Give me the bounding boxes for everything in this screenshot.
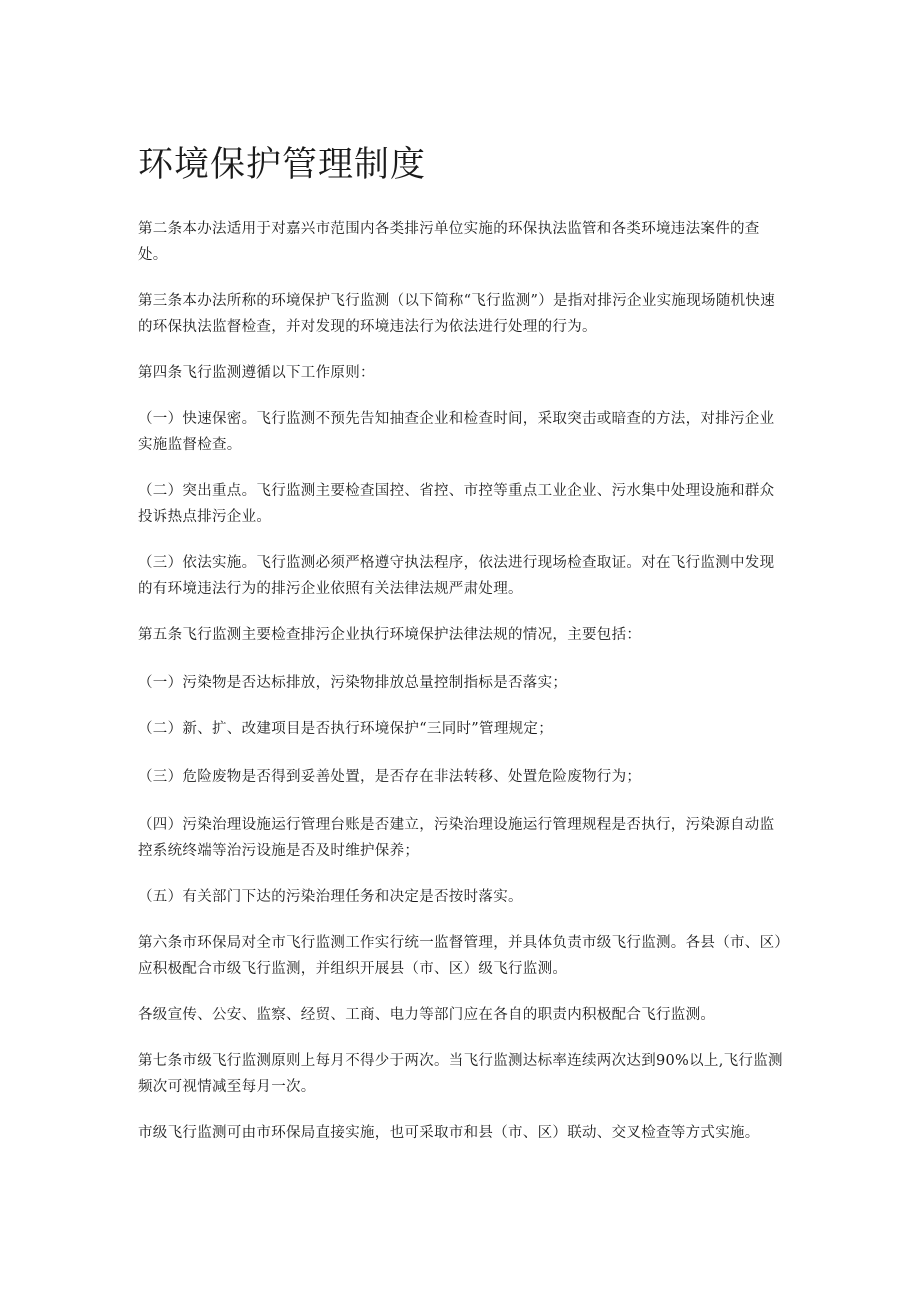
paragraph-article-5: 第五条飞行监测主要检查排污企业执行环境保护法律法规的情况，主要包括： [138, 627, 642, 643]
paragraph-implementation: 市级飞行监测可由市环保局直接实施，也可采取市和县（市、区）联动、交叉检查等方式实施。 [138, 1125, 760, 1141]
paragraph-article-3: 第三条本办法所称的环境保护飞行监测（以下简称“飞行监测”）是指对排污企业实施现场随机快速的环保执法监督检查，并对发现的环境违法行为依法进行处理的行为。 [138, 293, 776, 335]
paragraph-article-7: 第七条市级飞行监测原则上每月不得少于两次。当飞行监测达标率连续两次达到90%以上,飞行监测频次可视情减至每月一次。 [138, 1053, 783, 1095]
paragraph-principle-3: （三）依法实施。飞行监测必须严格遵守执法程序，依法进行现场检查取证。对在飞行监测中发现的有环境违法行为的排污企业依照有关法律法规严肃处理。 [138, 555, 775, 597]
paragraph-cooperation: 各级宣传、公安、监察、经贸、工商、电力等部门应在各自的职责内积极配合飞行监测。 [138, 1007, 716, 1023]
paragraph-article-4: 第四条飞行监测遵循以下工作原则： [138, 365, 375, 381]
paragraph-item-1: （一）污染物是否达标排放，污染物排放总量控制指标是否落实； [138, 675, 568, 691]
paragraph-item-4: （四）污染治理设施运行管理台账是否建立，污染治理设施运行管理规程是否执行，污染源自动监控系统终端等治污设施是否及时维护保养； [138, 817, 775, 859]
document-title: 环境保护管理制度 [138, 145, 427, 185]
paragraph-article-6: 第六条市环保局对全市飞行监测工作实行统一监督管理，并具体负责市级飞行监测。各县（市、区）应积极配合市级飞行监测，并组织开展县（市、区）级飞行监测。 [138, 935, 782, 977]
paragraph-item-5: （五）有关部门下达的污染治理任务和决定是否按时落实。 [138, 889, 523, 905]
paragraph-item-2: （二）新、扩、改建项目是否执行环境保护“三同时”管理规定； [138, 721, 554, 737]
paragraph-item-3: （三）危险废物是否得到妥善处置，是否存在非法转移、处置危险废物行为； [138, 769, 642, 785]
paragraph-principle-2: （二）突出重点。飞行监测主要检查国控、省控、市控等重点工业企业、污水集中处理设施和群众投诉热点排污企业。 [138, 483, 775, 525]
paragraph-principle-1: （一）快速保密。飞行监测不预先告知抽查企业和检查时间，采取突击或暗查的方法，对排污企业实施监督检查。 [138, 411, 775, 453]
paragraph-article-2: 第二条本办法适用于对嘉兴市范围内各类排污单位实施的环保执法监管和各类环境违法案件的查处。 [138, 221, 760, 263]
